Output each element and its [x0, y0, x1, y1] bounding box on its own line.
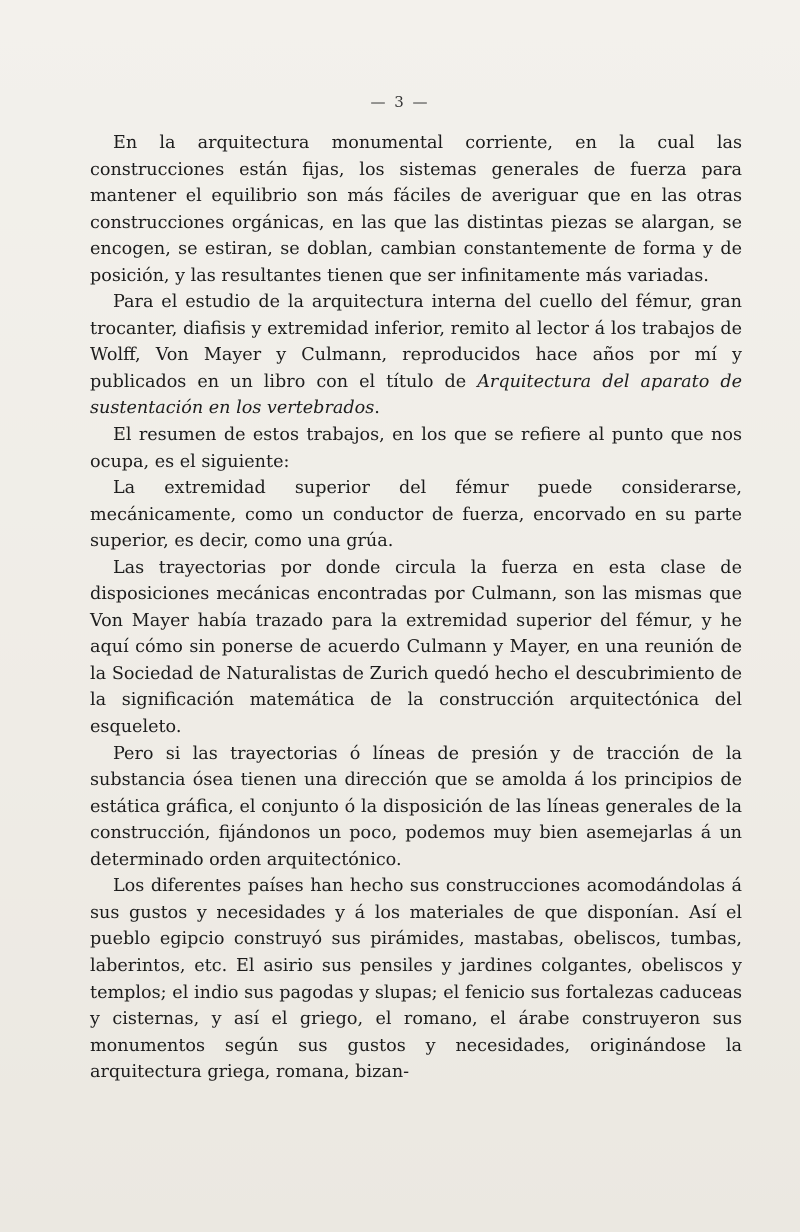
- page-number: — 3 —: [370, 93, 430, 111]
- paragraph-2-text-after: .: [374, 398, 380, 419]
- body-text: [90, 130, 742, 1086]
- paragraph-4: La extremidad superior del fémur puede considerarse, mecánicamente, como un conductor de fuerza, encorvado en su parte superior, es decir, como una grúa.: [90, 478, 742, 552]
- book-title: Arquitectura del aparato de sustentación en los vertebrados: [90, 371, 743, 419]
- paragraph-6: Pero si las trayectorias ó líneas de presión y de tracción de la substancia ósea tienen una dirección que se amolda á los principios de estática gráfica, el conjunto ó la disposición de las líneas generales de la construcción, fijándonos un poco, podemos muy bien asemejarlas á un determinado orden arquitectónico.: [90, 743, 742, 870]
- paragraph-3: El resumen de estos trabajos, en los que se refiere al punto que nos ocupa, es el siguiente:: [90, 425, 742, 472]
- paragraph-2-text-before: Para el estudio de la arquitectura interna del cuello del fémur, gran trocanter, diafisis y extremidad inferior, remito al lector á los trabajos de Wolff, Von Mayer y Culmann, reproducidos hace años por mí y publicados en un libro con el título de: [90, 292, 742, 392]
- paragraph-5: Las trayectorias por donde circula la fuerza en esta clase de disposiciones mecánicas encontradas por Culmann, son las mismas que Von Mayer había trazado para la extremidad superior del fémur, y he aquí cómo sin ponerse de acuerdo Culmann y Mayer, en una reunión de la Sociedad de Naturalistas de Zurich quedó hecho el descubrimiento de la significación matemática de la construcción arquitectónica del esqueleto.: [90, 557, 742, 738]
- paragraph-7: Los diferentes países han hecho sus construcciones acomodándolas á sus gustos y necesidades y á los materiales de que disponían. Así el pueblo egipcio construyó sus pirámides, mastabas, obeliscos, tumbas, laberintos, etc. El asirio sus pensiles y jardines colgantes, obeliscos y templos; el indio sus pagodas y slupas; el fenicio sus fortalezas caduceas y cisternas, y así el griego, el romano, el árabe construyeron sus monumentos según sus gustos y necesidades, originándose la arquitectura griega, romana, bizan-: [90, 876, 742, 1083]
- paragraph-1: En la arquitectura monumental corriente, en la cual las construcciones están fijas, los sistemas generales de fuerza para mantener el equilibrio son más fáciles de averiguar que en las otras construcciones orgánicas, en las que las distintas piezas se alargan, se encogen, se estiran, se doblan, cambian constantemente de forma y de posición, y las resultantes tienen que ser infinitamente más variadas.: [90, 133, 742, 286]
- paragraph-2: [90, 289, 742, 422]
